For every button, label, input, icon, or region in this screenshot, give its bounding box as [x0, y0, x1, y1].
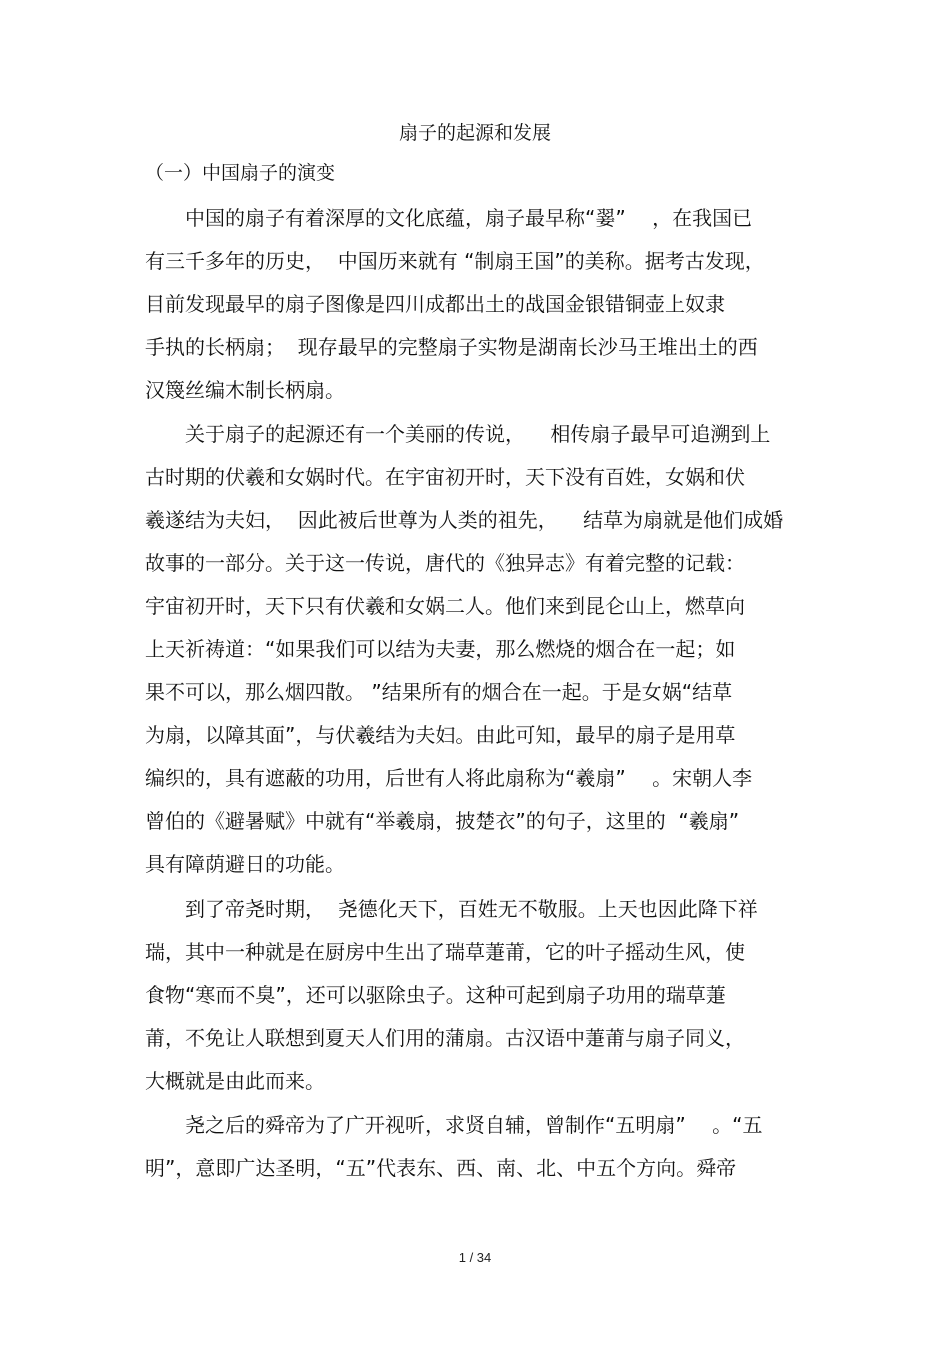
text-line: 明”，意即广达圣明，“五”代表东、西、南、北、中五个方向。舜帝: [145, 1156, 737, 1180]
text-line: 尧之后的舜帝为了广开视听，求贤自辅，曾制作“五明扇” 。“五: [185, 1113, 763, 1137]
text-line: 古时期的伏羲和女娲时代。在宇宙初开时，天下没有百姓，女娲和伏: [145, 465, 745, 489]
text-line: 有三千多年的历史， 中国历来就有 “制扇王国”的美称。据考古发现，: [145, 249, 765, 273]
text-line: 食物“寒而不臭”，还可以驱除虫子。这种可起到扇子功用的瑞草萐: [145, 983, 726, 1007]
text-line: 中国的扇子有着深厚的文化底蕴，扇子最早称“翣” ，在我国已: [185, 206, 753, 230]
text-line: 编织的，具有遮蔽的功用，后世有人将此扇称为“羲扇” 。宋朝人李: [145, 766, 753, 790]
text-line: 故事的一部分。关于这一传说，唐代的《独异志》有着完整的记载：: [145, 551, 745, 575]
text-line: 为扇，以障其面”，与伏羲结为夫妇。由此可知，最早的扇子是用草: [145, 723, 736, 747]
text-line: 大概就是由此而来。: [145, 1069, 325, 1093]
text-line: 曾伯的《避暑赋》中就有“举羲扇，披楚衣”的句子，这里的 “羲扇”: [145, 809, 740, 833]
text-line: 果不可以，那么烟四散。 ”结果所有的烟合在一起。于是女娲“结草: [145, 680, 733, 704]
page-number: 1 / 34: [458, 1250, 492, 1265]
text-line: 瑞，其中一种就是在厨房中生出了瑞草萐莆，它的叶子摇动生风，使: [145, 940, 745, 964]
text-line: 羲遂结为夫妇， 因此被后世尊为人类的祖先， 结草为扇就是他们成婚: [145, 508, 784, 532]
text-line: 关于扇子的起源还有一个美丽的传说， 相传扇子最早可追溯到上: [185, 422, 771, 446]
text-line: 莆，不免让人联想到夏天人们用的蒲扇。古汉语中萐莆与扇子同义，: [145, 1026, 745, 1050]
text-line: 汉篾丝编木制长柄扇。: [145, 378, 345, 402]
text-line: 宇宙初开时，天下只有伏羲和女娲二人。他们来到昆仑山上，燃草向: [145, 594, 745, 618]
text-line: 到了帝尧时期， 尧德化天下，百姓无不敬服。上天也因此降下祥: [185, 897, 758, 921]
section-heading: （一）中国扇子的演变: [145, 162, 336, 184]
text-line: 上天祈祷道：“如果我们可以结为夫妻，那么燃烧的烟合在一起；如: [145, 637, 736, 661]
text-line: 手执的长柄扇； 现存最早的完整扇子实物是湖南长沙马王堆出土的西: [145, 335, 758, 359]
text-line: 具有障荫避日的功能。: [145, 852, 345, 876]
text-line: 目前发现最早的扇子图像是四川成都出土的战国金银错铜壶上奴隶: [145, 292, 725, 316]
document-title: 扇子的起源和发展: [398, 122, 551, 144]
